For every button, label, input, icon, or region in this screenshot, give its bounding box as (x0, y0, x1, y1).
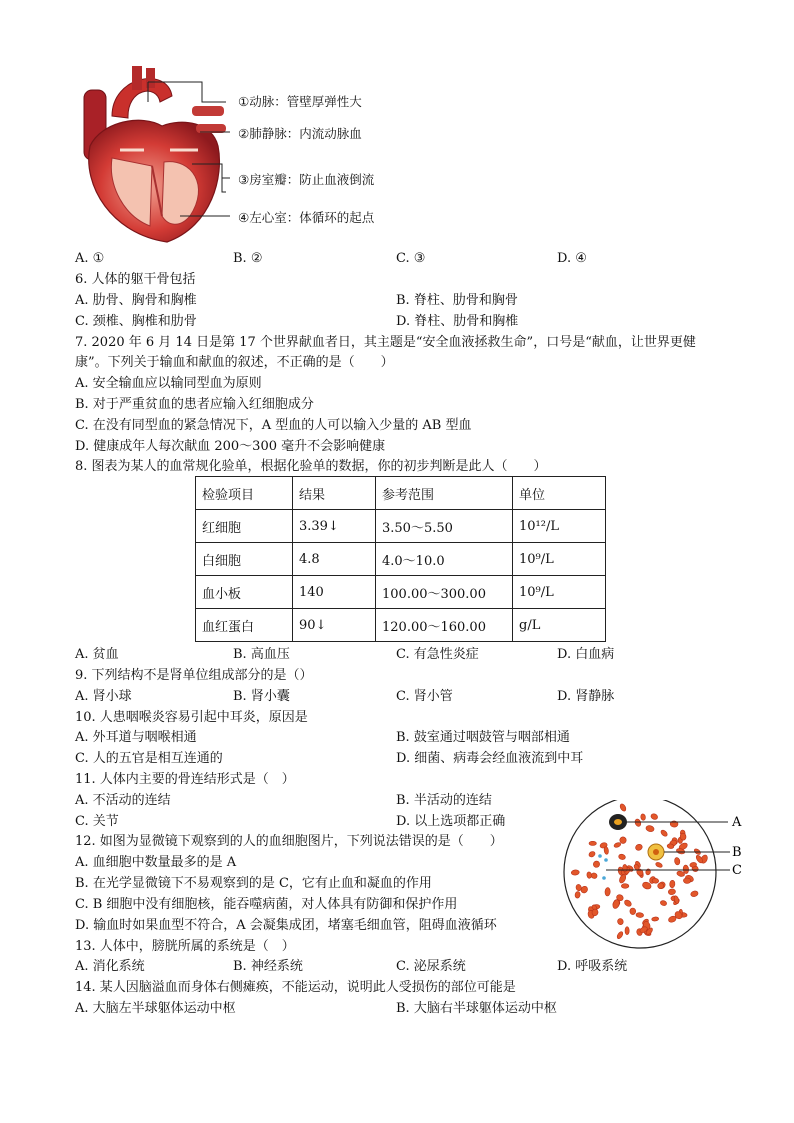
table-cell: 4.0～10.0 (376, 543, 513, 576)
q5-option-a: A. ① (75, 251, 105, 266)
q8-option-c: C. 有急性炎症 (396, 647, 479, 662)
q13-stem: 13. 人体中，膀胱所属的系统是（ ） (75, 939, 295, 954)
heart-label-1: ①动脉：管壁厚弹性大 (238, 94, 362, 109)
label-c: C (732, 863, 742, 878)
table-cell: 10⁹/L (513, 576, 606, 609)
q12-option-c: C. B 细胞中没有细胞核，能吞噬病菌，对人体具有防御和保护作用 (75, 897, 458, 912)
q12-option-a: A. 血细胞中数量最多的是 A (75, 855, 237, 870)
table-cell: g/L (513, 609, 606, 642)
platelet (602, 876, 606, 880)
q7-option-c: C. 在没有同型血的紧急情况下，A 型血的人可以输入少量的 AB 型血 (75, 418, 472, 433)
red-blood-cell (605, 887, 611, 896)
q11-option-d: D. 以上选项都正确 (396, 814, 506, 829)
red-blood-cell (625, 927, 629, 935)
q9-option-b: B. 肾小囊 (233, 689, 290, 704)
table-header-row (196, 477, 606, 510)
q10-option-b: B. 鼓室通过咽鼓管与咽部相通 (396, 730, 570, 745)
table-cell: 血红蛋白 (196, 609, 293, 642)
q6-option-c: C. 颈椎、胸椎和肋骨 (75, 314, 197, 329)
q12-stem: 12. 如图为显微镜下观察到的人的血细胞图片，下列说法错误的是（ ） (75, 834, 503, 849)
q8-option-b: B. 高血压 (233, 647, 290, 662)
q9-option-c: C. 肾小管 (396, 689, 453, 704)
red-blood-cell (630, 908, 636, 915)
q7-option-d: D. 健康成年人每次献血 200～300 毫升不会影响健康 (75, 439, 386, 454)
q14-stem: 14. 某人因脑溢血而身体右侧瘫痪，不能运动，说明此人受损伤的部位可能是 (75, 980, 516, 995)
q7-stem-line2: 康”。下列关于输血和献血的叙述，不正确的是（ ） (75, 355, 394, 370)
table-cell: 120.00～160.00 (376, 609, 513, 642)
table-header: 参考范围 (376, 477, 513, 510)
q12-option-b: B. 在光学显微镜下不易观察到的是 C，它有止血和凝血的作用 (75, 876, 432, 891)
q7-option-a: A. 安全输血应以输同型血为原则 (75, 376, 262, 391)
q9-stem: 9. 下列结构不是肾单位组成部分的是（） (75, 668, 313, 683)
q14-option-a: A. 大脑左半球躯体运动中枢 (75, 1001, 236, 1016)
q10-option-c: C. 人的五官是相互连通的 (75, 751, 223, 766)
table-header: 结果 (293, 477, 376, 510)
table-cell: 3.50～5.50 (376, 510, 513, 543)
platelet (604, 858, 608, 862)
q13-option-a: A. 消化系统 (75, 959, 145, 974)
heart-label-3: ③房室瓣：防止血液倒流 (238, 172, 375, 187)
q12-option-d: D. 输血时如果血型不符合，A 会凝集成团，堵塞毛细血管，阻碍血液循环 (75, 918, 497, 933)
label-b: B (732, 845, 742, 860)
red-blood-cell (621, 884, 629, 889)
q6-option-a: A. 肋骨、胸骨和胸椎 (75, 293, 197, 308)
red-blood-cell (680, 833, 686, 841)
table-cell: 100.00～300.00 (376, 576, 513, 609)
q7-option-b: B. 对于严重贫血的患者应输入红细胞成分 (75, 397, 314, 412)
q11-option-b: B. 半活动的连结 (396, 793, 492, 808)
q6-stem: 6. 人体的躯干骨包括 (75, 272, 196, 287)
heart-callout-lines (140, 80, 240, 230)
red-blood-cell (668, 889, 676, 895)
red-blood-cell (623, 864, 628, 872)
red-blood-cell (669, 880, 675, 888)
table-cell: 10⁹/L (513, 543, 606, 576)
q11-option-a: A. 不活动的连结 (75, 793, 171, 808)
table-row (196, 576, 606, 609)
q5-option-d: D. ④ (557, 251, 587, 266)
table-cell: 血小板 (196, 576, 293, 609)
q9-option-a: A. 肾小球 (75, 689, 132, 704)
q5-option-c: C. ③ (396, 251, 426, 266)
red-blood-cell (589, 841, 596, 845)
q6-option-b: B. 脊柱、肋骨和胸骨 (396, 293, 518, 308)
platelet (598, 854, 602, 858)
q10-option-a: A. 外耳道与咽喉相通 (75, 730, 197, 745)
q13-option-c: C. 泌尿系统 (396, 959, 466, 974)
table-cell: 3.39↓ (293, 510, 376, 543)
q8-option-d: D. 白血病 (557, 647, 615, 662)
heart-label-2: ②肺静脉：内流动脉血 (238, 126, 362, 141)
q6-option-d: D. 脊柱、肋骨和胸椎 (396, 314, 519, 329)
label-a: A (732, 815, 742, 830)
table-cell: 红细胞 (196, 510, 293, 543)
heart-label-4: ④左心室：体循环的起点 (238, 210, 375, 225)
table-cell: 白细胞 (196, 543, 293, 576)
q8-option-a: A. 贫血 (75, 647, 119, 662)
table-row (196, 510, 606, 543)
red-blood-cell (636, 912, 644, 917)
table-row (196, 609, 606, 642)
table-header: 检验项目 (196, 477, 293, 510)
red-blood-cell (652, 878, 659, 883)
q10-stem: 10. 人患咽喉炎容易引起中耳炎，原因是 (75, 710, 308, 725)
q11-stem: 11. 人体内主要的骨连结形式是（ ） (75, 772, 295, 787)
red-blood-cell (571, 869, 579, 875)
table-header: 单位 (513, 477, 606, 510)
red-blood-cell (683, 865, 689, 874)
blood-test-table (195, 476, 606, 642)
table-cell: 140 (293, 576, 376, 609)
q11-option-c: C. 关节 (75, 814, 119, 829)
table-cell: 4.8 (293, 543, 376, 576)
q13-option-b: B. 神经系统 (233, 959, 303, 974)
q9-option-d: D. 肾静脉 (557, 689, 615, 704)
q10-option-d: D. 细菌、病毒会经血液流到中耳 (396, 751, 584, 766)
q13-option-d: D. 呼吸系统 (557, 959, 628, 974)
red-blood-cell (683, 878, 691, 884)
table-cell: 10¹²/L (513, 510, 606, 543)
table-cell: 90↓ (293, 609, 376, 642)
q14-option-b: B. 大脑右半球躯体运动中枢 (396, 1001, 557, 1016)
blood-cell-micrograph (560, 800, 750, 950)
q5-option-b: B. ② (233, 251, 263, 266)
q7-stem-line1: 7. 2020 年 6 月 14 日是第 17 个世界献血者日，其主题是“安全血液拯救生命”，口号是“献血，让世界更健 (75, 335, 696, 350)
q8-stem: 8. 图表为某人的血常规化验单，根据化验单的数据，你的初步判断是此人（ ） (75, 459, 547, 474)
table-row (196, 543, 606, 576)
